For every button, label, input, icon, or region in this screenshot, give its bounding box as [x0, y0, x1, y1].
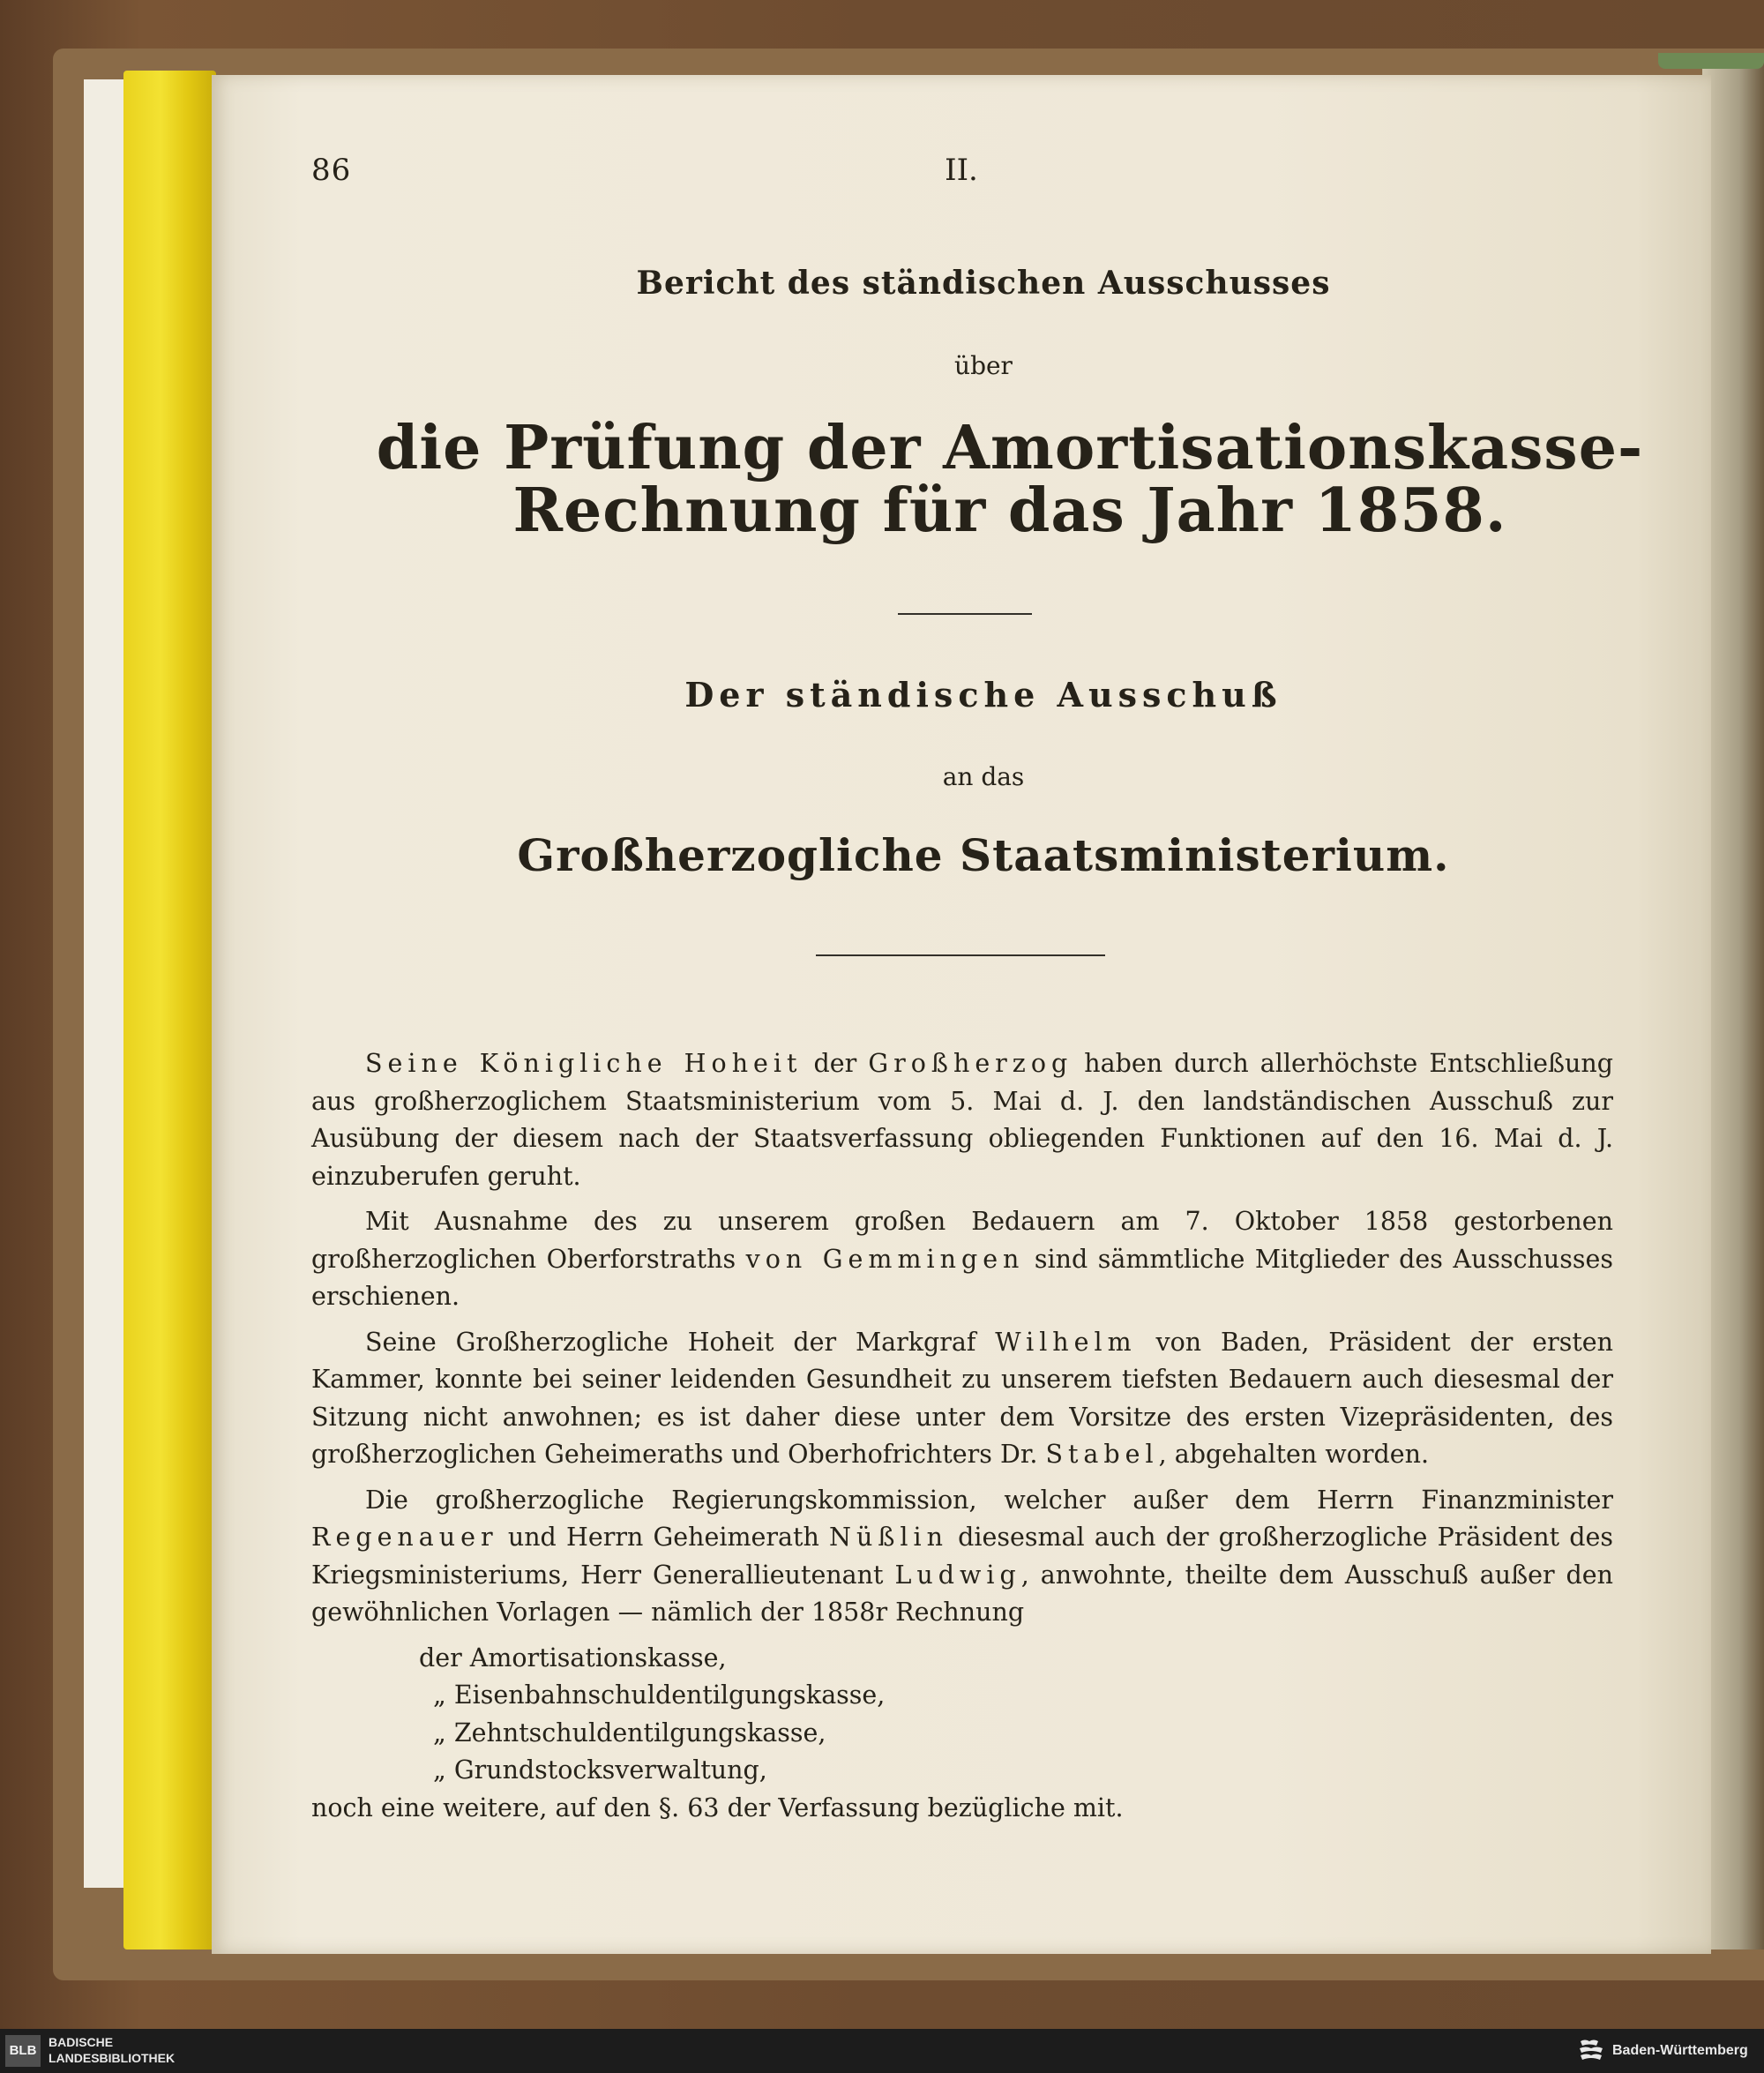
spaced-name: Nüßlin [829, 1523, 948, 1552]
spaced-name: Großherzog [868, 1049, 1073, 1078]
text-run: der [802, 1049, 869, 1078]
baden-wuerttemberg-emblem-icon[interactable] [1577, 2038, 1605, 2064]
spaced-name: Stabel [1045, 1440, 1159, 1469]
address-divider [816, 954, 1105, 956]
library-name-line-1: BADISCHE [49, 2035, 114, 2049]
state-name: Baden-Württemberg [1612, 2043, 1748, 2058]
paragraph-1 [311, 1045, 1613, 1195]
text-run: , anwohnte, theilte dem Ausschuß außer den gewöhnlichen Vorlagen — nämlich der 1858r Rechnung [311, 1560, 1614, 1627]
cover-edge [1658, 53, 1764, 69]
spaced-name: Wilhelm [995, 1327, 1137, 1357]
sender-line: Der ständische Ausschuß [684, 675, 1282, 715]
spaced-name: Ludwig [894, 1560, 1021, 1590]
text-run: , abgehalten worden. [1158, 1440, 1430, 1469]
library-name [49, 2034, 175, 2066]
title-divider [898, 613, 1032, 615]
section-numeral: II. [945, 153, 978, 188]
address-preposition: an das [942, 762, 1025, 791]
text-run: Mit Ausnahme des zu unserem großen Bedauern am 7. Oktober 1858 gestorbenen großherzoglichen Oberforstraths [311, 1207, 1613, 1274]
main-title: die Prüfung der Amortisationskasse-Rechnung für das Jahr 1858. [376, 413, 1644, 546]
book-page [212, 75, 1711, 1954]
list-item: „ Grundstocksverwaltung, [433, 1755, 767, 1785]
spaced-name: von Gemmingen [745, 1244, 1025, 1274]
list-item: der Amortisationskasse, [419, 1643, 727, 1673]
page-number: 86 [311, 153, 352, 188]
text-run: haben durch allerhöchste Entschließung aus großherzoglichem Staatsministerium vom 5. Mai d. J. den landständischen Ausschuß zur Ausübung der diesem nach der Staatsverfassung obliegenden Funktionen auf den 16. Mai d. J. einzuberufen geruht. [311, 1049, 1613, 1191]
library-name-line-2: LANDESBIBLIOTHEK [49, 2051, 176, 2065]
paragraph-2 [311, 1203, 1613, 1316]
closing-line: noch eine weitere, auf den §. 63 der Verfassung bezügliche mit. [311, 1792, 1124, 1822]
list-item: „ Zehntschuldentilgungskasse, [433, 1718, 826, 1747]
recipient-line: Großherzogliche Staatsministerium. [517, 829, 1450, 881]
footer-bar [0, 2029, 1764, 2073]
right-page-stack [1702, 62, 1764, 1950]
list-item: „ Eisenbahnschuldentilgungskasse, [433, 1680, 886, 1710]
paragraph-3 [311, 1324, 1613, 1474]
blb-logo[interactable]: BLB [5, 2035, 41, 2067]
gilt-page-edge [123, 71, 216, 1950]
spaced-name: Seine Königliche Hoheit [365, 1049, 803, 1078]
text-run: Seine Großherzogliche Hoheit der Markgraf [365, 1327, 996, 1357]
body-text [311, 1045, 1613, 1827]
paragraph-4 [311, 1482, 1613, 1632]
text-run: Die großherzogliche Regierungskommission, welcher außer dem Herrn Finanzminister [365, 1485, 1613, 1515]
spaced-name: Regenauer [311, 1523, 498, 1552]
text-run: sind sämmtliche Mitglieder des Ausschusses erschienen. [311, 1244, 1613, 1311]
text-run: diesesmal auch der großherzogliche Präsident des Kriegsministeriums, Herr Generallieutenant [311, 1523, 1613, 1590]
report-title: Bericht des ständischen Ausschusses [636, 265, 1331, 302]
text-run: und Herrn Geheimerath [497, 1523, 830, 1552]
title-preposition: über [954, 351, 1013, 380]
page-content [212, 75, 1711, 1954]
text-run: von Baden, Präsident der ersten Kammer, konnte bei seiner leidenden Gesundheit zu unserem tiefsten Bedauern auch diesesmal der Sitzung nicht anwohnen; es ist daher diese unter dem Vorsitze des ersten Vizepräsidenten, des großherzoglichen Geheimeraths und Oberhofrichters Dr. [311, 1327, 1613, 1469]
